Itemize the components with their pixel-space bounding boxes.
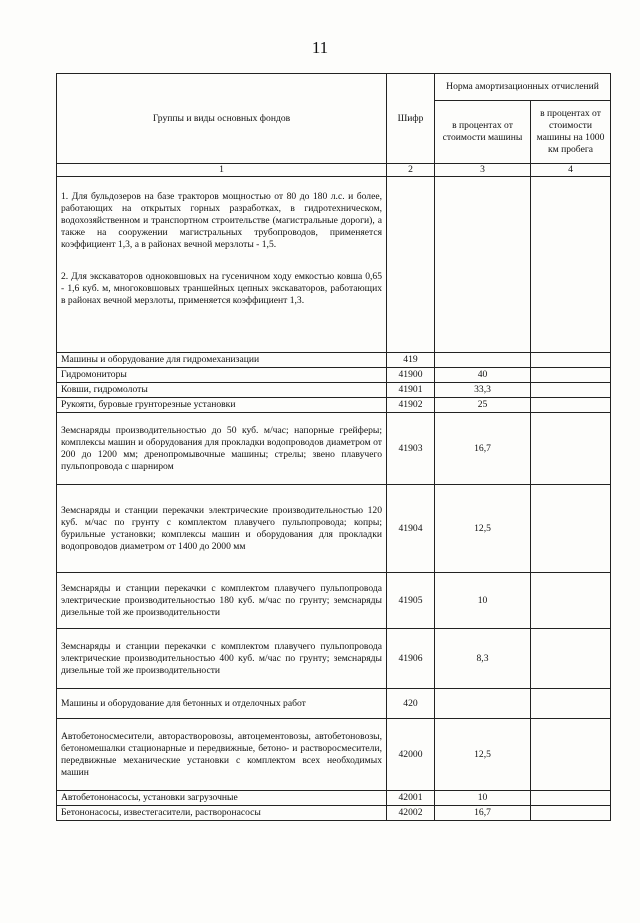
row-name: Бетононасосы, известегасители, растворонасосы [57,806,387,821]
row-name: Автобетоносмесители, авторастворовозы, автоцементовозы, автобетоновозы, бетономешалки стационарные и передвижные, бетоно- и растворосмесители, передвижные механические установки с комплектом всех необходимых машин [57,719,387,791]
row-code: 41904 [387,485,435,573]
row-code: 41906 [387,629,435,689]
column-number: 1 [57,164,387,177]
row-name: Ковши, гидромолоты [57,383,387,398]
row-code: 42000 [387,719,435,791]
depreciation-norms-table [56,73,611,821]
row-percent-km [531,689,611,719]
column-number: 2 [387,164,435,177]
row-percent-km [531,398,611,413]
row-name: Земснаряды и станции перекачки электрические производительностью 120 куб. м/час по грунту с комплектом плавучего пульпопровода; копры; бурильные установки; комплексы машин и оборудования для прокладки водопроводов диаметром от 1400 до 2000 мм [57,485,387,573]
table-row [57,791,611,806]
row-name: Земснаряды и станции перекачки с комплектом плавучего пульпопровода электрические производительностью 180 куб. м/час по грунту; земснаряды дизельные той же производительности [57,573,387,629]
note-1: 1. Для бульдозеров на базе тракторов мощностью от 80 до 180 л.с. и более, работающих на открытых горных разработках, в гидротехническом, водохозяйственном и транспортном строительстве (магистральные дороги), а также на сооружении магистральных трубопроводов, применяется коэффициент 1,3, а в районах вечной мерзлоты - 1,5. [61,191,382,250]
table-row [57,629,611,689]
header-row-1 [57,74,611,101]
row-code: 41900 [387,368,435,383]
header-norm: Норма амортизационных отчислений [435,74,611,101]
notes-cell [57,177,387,353]
row-percent [435,353,531,368]
row-percent: 12,5 [435,485,531,573]
row-code: 42002 [387,806,435,821]
page-number: 11 [311,38,329,57]
row-percent-km [531,485,611,573]
row-percent-km [531,791,611,806]
row-name: Земснаряды и станции перекачки с комплектом плавучего пульпопровода электрические производительностью 400 куб. м/час по грунту; земснаряды дизельные той же производительности [57,629,387,689]
header-percent-km: в процентах от стоимости машины на 1000 км пробега [531,101,611,164]
row-percent: 40 [435,368,531,383]
header-percent-cost: в процентах от стоимости машины [435,101,531,164]
row-percent: 12,5 [435,719,531,791]
notes-percent-km-cell [531,177,611,353]
row-name: Гидромониторы [57,368,387,383]
row-percent-km [531,383,611,398]
row-name: Машины и оборудование для бетонных и отделочных работ [57,689,387,719]
row-percent: 25 [435,398,531,413]
row-percent: 8,3 [435,629,531,689]
notes-row [57,177,611,353]
table-row [57,806,611,821]
row-percent: 16,7 [435,806,531,821]
row-name: Автобетононасосы, установки загрузочные [57,791,387,806]
table-row [57,413,611,485]
row-percent: 16,7 [435,413,531,485]
row-name: Рукояти, буровые грунторезные установки [57,398,387,413]
header-code: Шифр [387,74,435,164]
row-percent-km [531,413,611,485]
row-code: 419 [387,353,435,368]
table-row [57,689,611,719]
row-percent: 33,3 [435,383,531,398]
row-code: 420 [387,689,435,719]
table-row [57,573,611,629]
table-row [57,719,611,791]
note-2: 2. Для экскаваторов одноковшовых на гусеничном ходу емкостью ковша 0,65 - 1,6 куб. м, многоковшовых траншейных цепных экскаваторов, работающих в районах вечной мерзлоты, применяется коэффициент 1,3. [61,271,382,306]
column-number: 4 [531,164,611,177]
row-percent-km [531,573,611,629]
row-code: 41901 [387,383,435,398]
header-groups: Группы и виды основных фондов [57,74,387,164]
row-percent-km [531,353,611,368]
column-numbers-row [57,164,611,177]
row-percent: 10 [435,791,531,806]
table-row [57,353,611,368]
row-percent-km [531,629,611,689]
table-row [57,485,611,573]
row-code: 41905 [387,573,435,629]
row-code: 42001 [387,791,435,806]
row-percent-km [531,368,611,383]
row-code: 41903 [387,413,435,485]
row-percent-km [531,806,611,821]
notes-code-cell [387,177,435,353]
row-percent: 10 [435,573,531,629]
table-row [57,383,611,398]
table-row [57,398,611,413]
notes-percent-cell [435,177,531,353]
column-number: 3 [435,164,531,177]
row-percent [435,689,531,719]
table-row [57,368,611,383]
row-percent-km [531,719,611,791]
row-name: Земснаряды производительностью до 50 куб. м/час; напорные грейферы; комплексы машин и оборудования для прокладки водопроводов диаметром от 200 до 1200 мм; дренопромывочные машины; стрелы; звено плавучего пульпопровода с шарниром [57,413,387,485]
row-code: 41902 [387,398,435,413]
row-name: Машины и оборудование для гидромеханизации [57,353,387,368]
